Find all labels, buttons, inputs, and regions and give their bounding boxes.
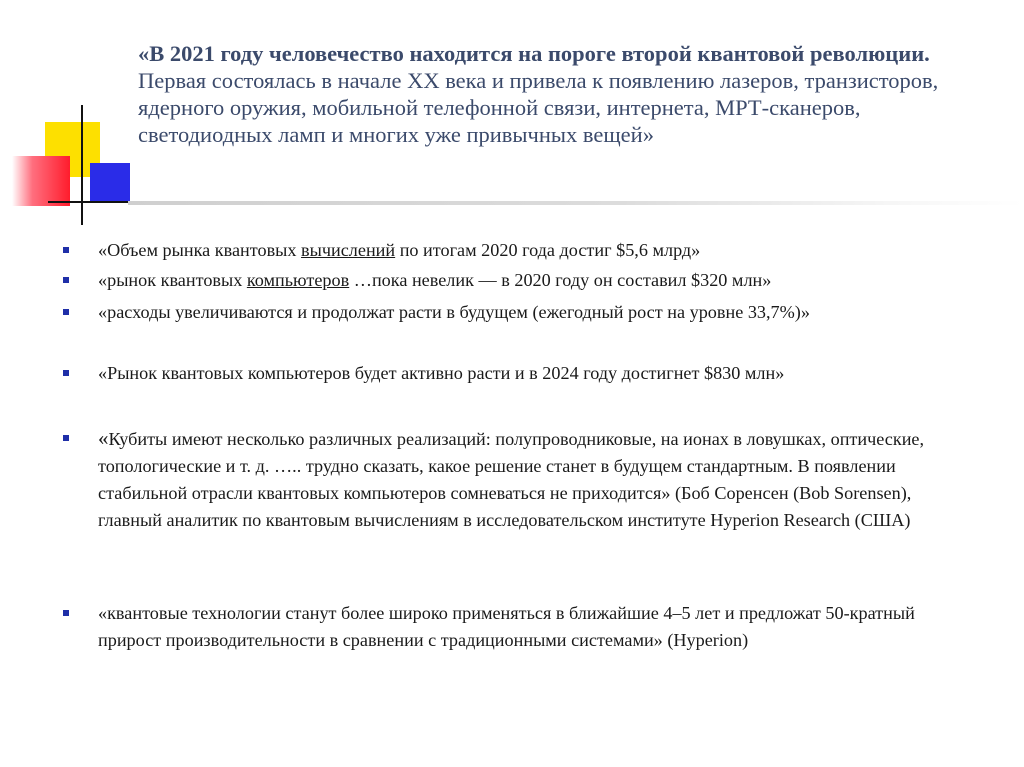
bullet-text-part: «рынок квантовых xyxy=(98,270,247,290)
underlined-term: компьютеров xyxy=(246,270,350,290)
bullet-marker xyxy=(63,309,69,315)
bullet-text: «квантовые технологии станут более широко применяться в ближайшие 4–5 лет и предложат 50-кратный прирост производительности в сравнении с традиционными системами» (Hyperion) xyxy=(98,603,915,650)
bullet-text xyxy=(98,237,978,264)
opening-quote: « xyxy=(98,426,109,450)
bullet-marker xyxy=(63,370,69,376)
slide-title-bold: «В 2021 году человечество находится на пороге второй квантовой революции. xyxy=(138,41,930,66)
bullet-marker xyxy=(63,435,69,441)
bullet-text-part: «Объем рынка квантовых xyxy=(98,240,302,260)
bullet-text xyxy=(98,267,978,294)
bullet-text: «расходы увеличиваются и продолжат расти в будущем (ежегодный рост на уровне 33,7%)» xyxy=(98,302,810,322)
bullet-marker xyxy=(63,610,69,616)
bullet-marker xyxy=(63,247,69,253)
underlined-term: вычислений xyxy=(301,240,396,260)
slide-title-rest: Первая состоялась в начале XX века и привела к появлению лазеров, транзисторов, ядерного оружия, мобильной телефонной связи, интернета, МРТ-сканеров, светодиодных ламп и многих уже привычных вещей» xyxy=(138,68,939,147)
bullet-text-part: по итогам 2020 года достиг $5,6 млрд» xyxy=(395,240,701,260)
bullet-text: «Рынок квантовых компьютеров будет активно расти и в 2024 году достигнет $830 млн» xyxy=(98,363,785,383)
bullet-text-part: Кубиты имеют несколько различных реализаций: полупроводниковые, на ионах в ловушках, оптические, топологические и т. д. ….. трудно сказать, какое решение станет в будущем стандартным. В появлении стабильной отрасли квантовых компьютеров сомневаться не приходится» (Боб Соренсен (Bob Sorensen), главный аналитик по квантовым вычислениям в исследовательском институте Hyperion Research (США) xyxy=(98,429,925,530)
bullet-text-part: …пока невелик — в 2020 году он составил $320 млн» xyxy=(349,270,772,290)
bullet-text xyxy=(98,425,978,534)
bullet-marker xyxy=(63,277,69,283)
